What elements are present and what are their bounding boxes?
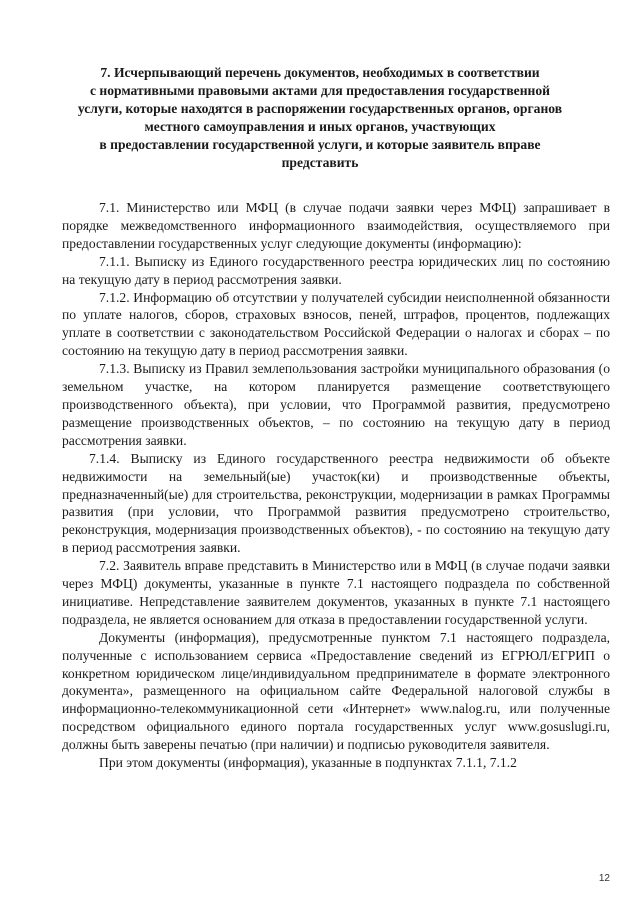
heading-line: услуги, которые находятся в распоряжении государственных органов, органов (77, 100, 563, 116)
body-text (62, 199, 610, 772)
paragraph-7-1: 7.1. Министерство или МФЦ (в случае подачи заявки через МФЦ) запрашивает в порядке межведомственного информационного взаимодействия, осуществляемого при предоставлении государственных услуг следующие документы (информацию): (62, 200, 610, 251)
paragraph-documents-continued: При этом документы (информация), указанные в подпунктах 7.1.1, 7.1.2 (99, 755, 517, 771)
paragraph-7-1-2: 7.1.2. Информацию об отсутствии у получателей субсидии неисполненной обязанности по уплате налогов, сборов, страховых взносов, пеней, штрафов, процентов, подлежащих уплате в соответствии с законодательством Российской Федерации о налогах и сборах – по состоянию на текущую дату в период рассмотрения заявки. (62, 289, 610, 359)
paragraph-documents-info: Документы (информация), предусмотренные пунктом 7.1 настоящего подраздела, полученные с использованием сервиса «Предоставление сведений из ЕГРЮЛ/ЕГРИП о конкретном юридическом лице/индивидуальном предпринимателе в формате электронного документа», размещенного на официальном сайте Федеральной налоговой службы в информационно-телекоммуникационной сети «Интернет» www.nalog.ru, или полученные посредством официального единого портала государственных услуг www.gosuslugi.ru, должны быть заверены печатью (при наличии) и подписью руководителя заявителя. (62, 629, 610, 753)
heading-line: в предоставлении государственной услуги, и которые заявитель вправе (99, 136, 541, 152)
heading-line: с нормативными правовыми актами для предоставления государственной (89, 82, 551, 98)
paragraph-7-1-3: 7.1.3. Выписку из Правил землепользования застройки муниципального образования (о земельном участке, на котором планируется размещение соответствующего производственного объекта), при условии, что Программой развития, предусмотрено размещение производственных объектов, – по состоянию на текущую дату в период рассмотрения заявки. (62, 361, 610, 448)
heading-line: 7. Исчерпывающий перечень документов, необходимых в соответствии (100, 65, 540, 80)
paragraph-7-2: 7.2. Заявитель вправе представить в Министерство или в МФЦ (в случае подачи заявки через МФЦ) документы, указанные в пункте 7.1 настоящего подраздела по собственной инициативе. Непредставление заявителем документов, указанных в пункте 7.1 настоящего подраздела, не является основанием для отказа в предоставлении государственной услуги. (62, 558, 610, 627)
paragraph-7-1-1: 7.1.1. Выписку из Единого государственного реестра юридических лиц по состоянию на текущую дату в период рассмотрения заявки. (62, 253, 610, 287)
heading-line: местного самоуправления и иных органов, участвующих (144, 118, 496, 134)
section-heading (62, 64, 578, 171)
page-number: 12 (598, 873, 610, 884)
paragraph-7-1-4: 7.1.4. Выписку из Единого государственного реестра недвижимости об объекте недвижимости на земельный(ые) участок(ки) и производственные объекты, предназначенный(ые) для строительства, реконструкции, модернизации в рамках Программы развития (при условии, что Программой развития предусмотрено строительство, реконструкция, модернизация производственных объектов), - по состоянию на текущую дату в период рассмотрения заявки. (62, 450, 610, 556)
heading-line: представить (281, 154, 359, 170)
